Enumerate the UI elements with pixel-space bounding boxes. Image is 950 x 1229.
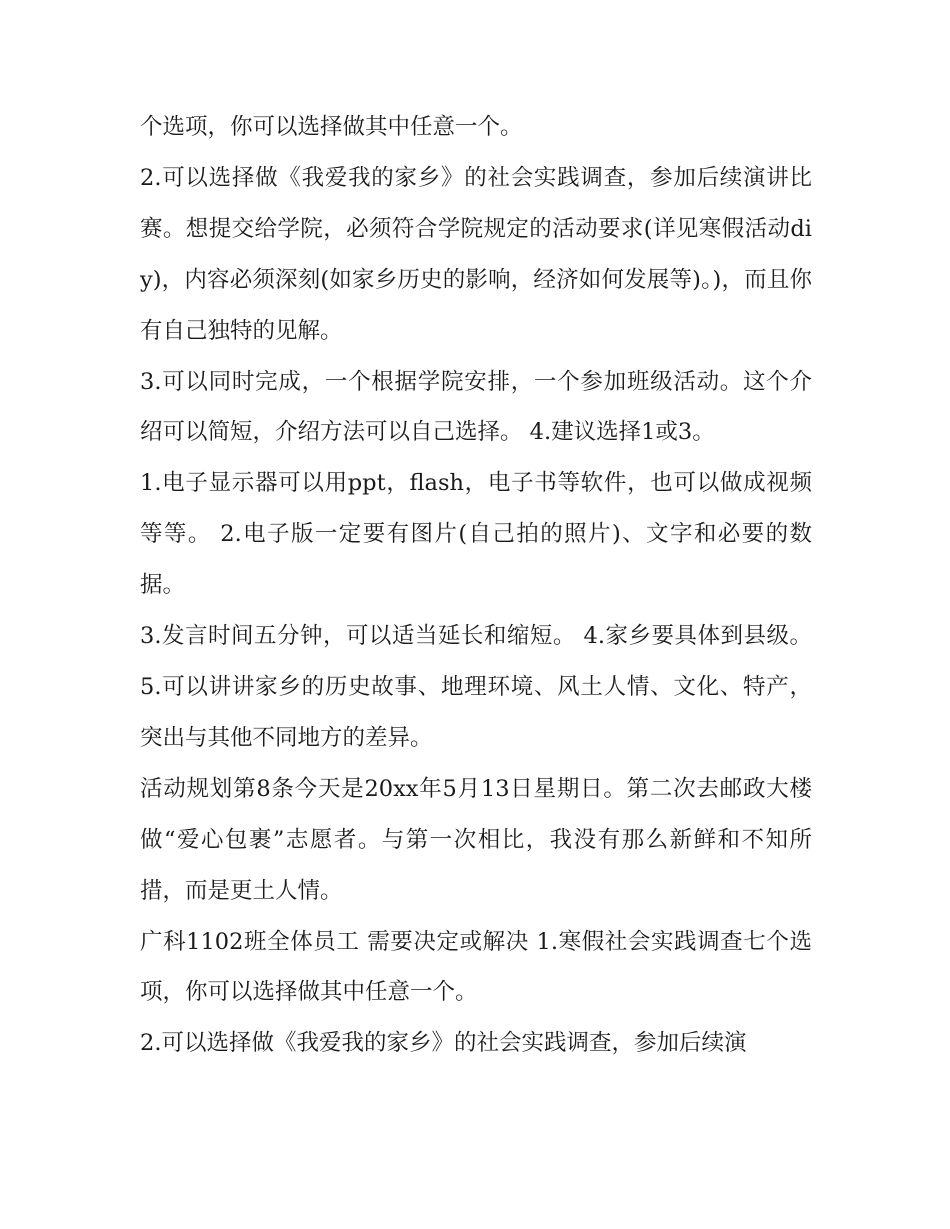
paragraph-6: 活动规划第8条今天是20xx年5月13日星期日。第二次去邮政大楼做“爱心包裹”志愿者。与第一次相比，我没有那么新鲜和不知所措，而是更土人情。 <box>140 775 812 904</box>
document-body <box>140 102 812 1069</box>
paragraph-7: 广科1102班全体员工 需要决定或解决 1.寒假社会实践调查七个选项，你可以选择做其中任意一个。 <box>140 928 812 1006</box>
paragraph-8: 2.可以选择做《我爱我的家乡》的社会实践调查，参加后续演 <box>140 1030 747 1057</box>
paragraph-2: 2.可以选择做《我爱我的家乡》的社会实践调查，参加后续演讲比赛。想提交给学院，必须符合学院规定的活动要求(详见寒假活动diy)，内容必须深刻(如家乡历史的影响，经济如何发展等)。)，而且你有自己独特的见解。 <box>140 164 812 344</box>
paragraph-4: 1.电子显示器可以用ppt，flash，电子书等软件，也可以做成视频等等。 2.电子版一定要有图片(自己拍的照片)、文字和必要的数据。 <box>140 470 812 599</box>
paragraph-1: 个选项，你可以选择做其中任意一个。 <box>140 114 523 140</box>
paragraph-3: 3.可以同时完成，一个根据学院安排，一个参加班级活动。这个介绍可以简短，介绍方法可以自己选择。 4.建议选择1或3。 <box>140 368 812 446</box>
paragraph-5: 3.发言时间五分钟，可以适当延长和缩短。 4.家乡要具体到县级。 5.可以讲讲家乡的历史故事、地理环境、风土人情、文化、特产，突出与其他不同地方的差异。 <box>140 623 812 751</box>
